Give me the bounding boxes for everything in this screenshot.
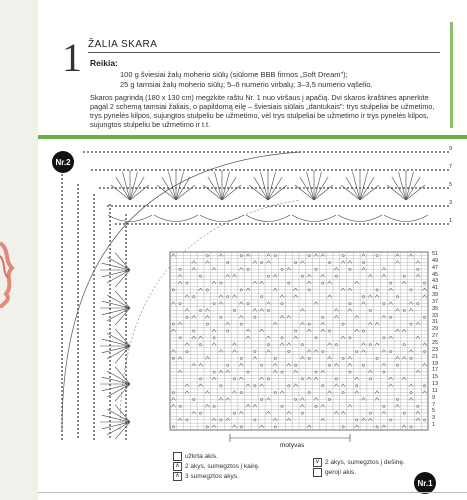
grid-row-number: 33 [432,312,439,319]
grid-row-number: 19 [432,360,439,367]
grid-row-number: 3 [432,415,436,422]
legend-item: ∧ 2 akys, sumegztos į kairę. [173,462,260,471]
grid-row-number: 31 [432,319,439,326]
border-row-number: 9 [449,146,453,152]
requirement-line: 100 g šviesiai žalų moherio siūlų (siūlome BBB firmos „Soft Dream"); [120,70,348,79]
motif-label: motyvas [280,442,305,449]
grid-row-number: 21 [432,353,439,360]
border-row-number: 1 [449,218,453,224]
grid-row-number: 51 [432,251,439,257]
legend-symbol: ∧ [173,472,182,481]
grid-row-number: 43 [432,278,439,285]
grid-row-number: 35 [432,305,439,312]
grid-row-number: 47 [432,264,439,271]
legend-item: ∨ 2 akys, sumegztos į dešinę. [313,458,405,467]
instructions-paragraph: Skaros pagrindą (180 x 130 cm) megzkite raštu Nr. 1 nuo viršaus į apačią. Dvi skaros kraštines apnerkite pagal 2 schemą tamsiai žaliais, o papildomą eilę – šviesiais siūlais „dantukais": trys stulpeliai be užmetimo, trys pynelės kilpos, sujungtos stulpeliu be užmetimo, vėl trys stulpeliai be užmetimo ir trys pynelės kilpos, sujungtos stulpeliu be užmetimo ir t.t. [90,93,435,129]
grid-row-number: 39 [432,292,439,299]
grid-row-number: 13 [432,381,439,388]
knitting-grid-chart [170,252,428,442]
grid-row-number: 29 [432,326,439,333]
grid-row-number: 27 [432,333,439,340]
grid-row-number: 5 [432,408,436,415]
legend-item: geroji akis. [313,468,356,477]
legend-item: užkrta akis. [173,452,218,461]
border-row-number: 7 [449,164,453,170]
grid-row-number: 11 [432,387,438,394]
chart-1-badge: Nr.1 [414,472,436,494]
grid-row-number: 41 [432,285,439,292]
chapter-title: ŽALIA SKARA [88,39,158,50]
grid-row-number: 25 [432,340,439,346]
legend-symbol [173,452,182,461]
requirements-heading: Reikia: [90,58,118,68]
grid-row-number: 23 [432,346,439,353]
requirement-line: 25 g tamsiai žalų moherio siūlų; 5–6 numerio virbalų; 3–3,5 numerio vąšelio. [120,80,373,89]
grid-row-number: 49 [432,257,439,264]
chart-2-badge: Nr.2 [52,151,74,173]
chapter-number: 1 [62,35,82,80]
grid-row-number: 9 [432,394,436,401]
grid-row-number: 45 [432,271,439,278]
legend-symbol: ∨ [313,458,322,467]
border-row-number: 5 [449,182,453,188]
grid-row-number: 37 [432,298,439,305]
grid-row-number: 7 [432,401,436,408]
grid-row-number: 1 [432,422,436,429]
grid-row-number: 15 [432,374,439,381]
legend-item: ∧ 3 sumegztos akys. [173,472,239,481]
legend-symbol: ∧ [173,462,182,471]
border-row-number: 3 [449,200,453,206]
legend-symbol [313,468,322,477]
bottom-rule [38,492,467,493]
grid-row-number: 17 [432,367,439,374]
